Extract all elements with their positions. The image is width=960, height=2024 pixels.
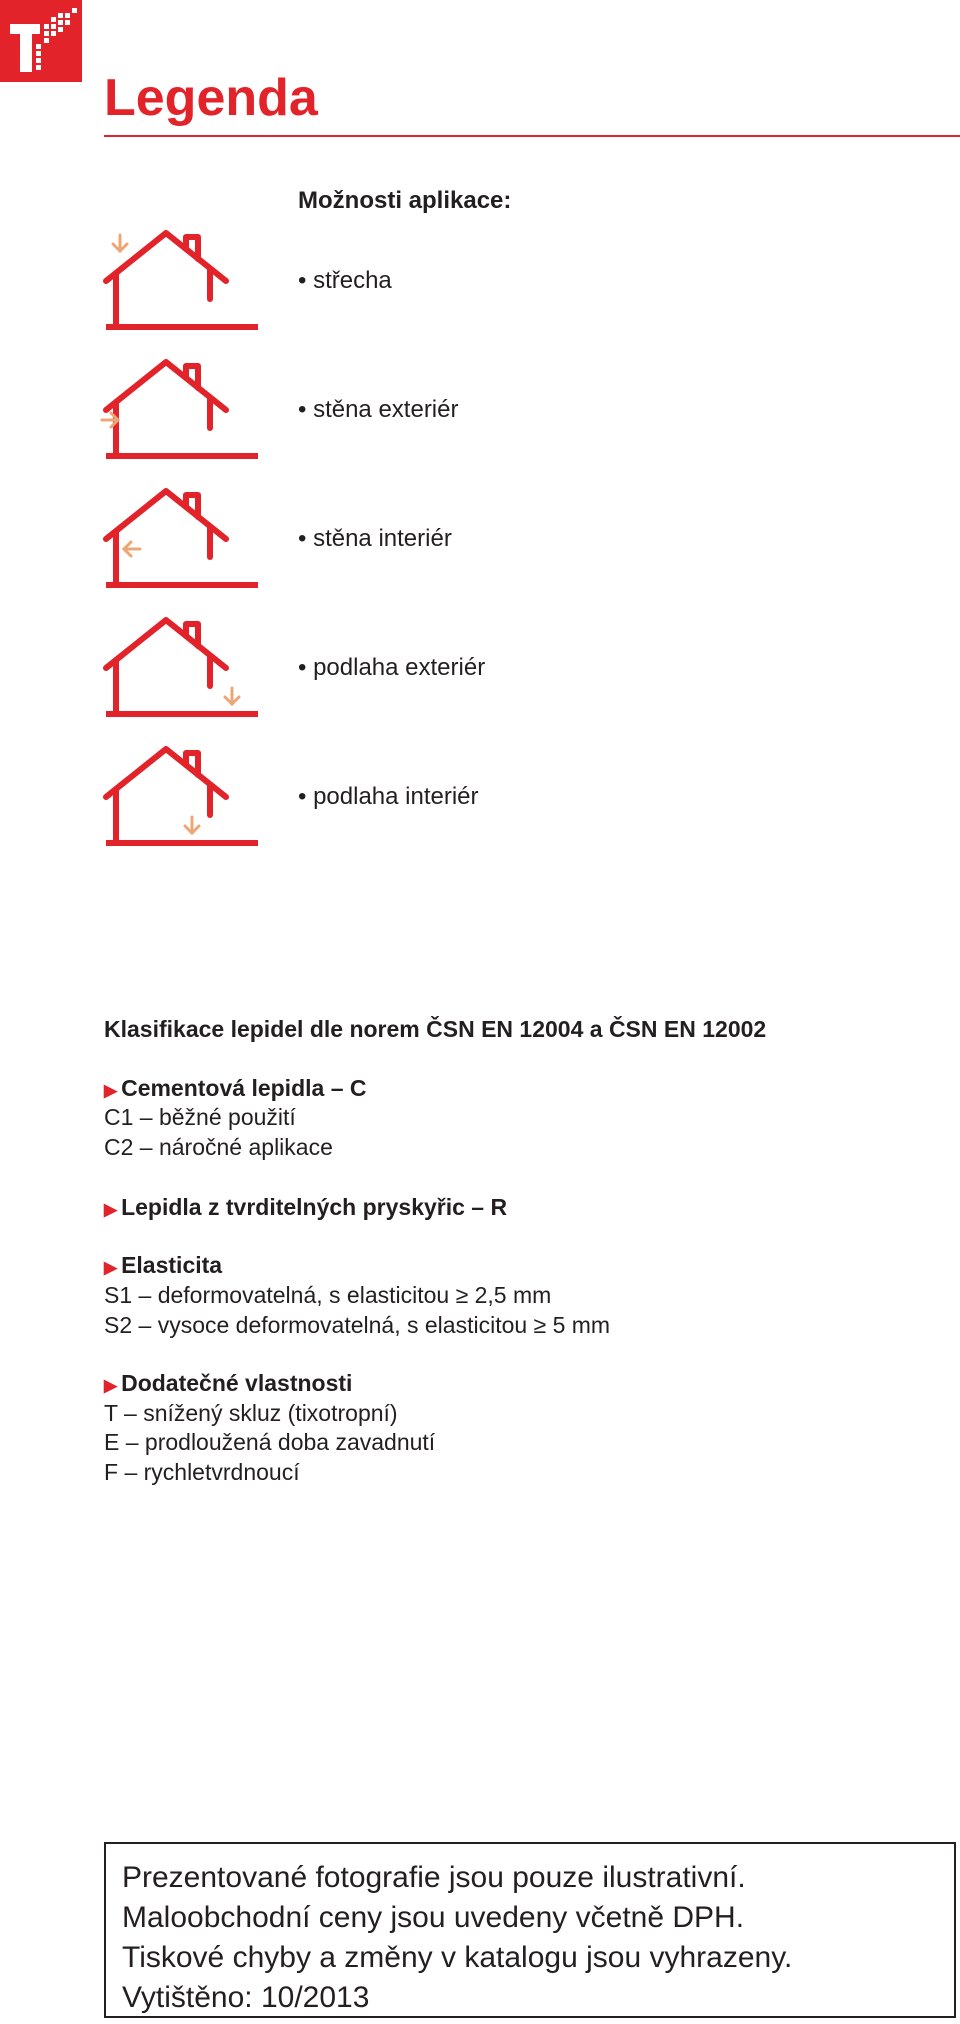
applications-heading: Možnosti aplikace: xyxy=(298,187,512,214)
section-line: C1 – běžné použití xyxy=(104,1104,296,1130)
triangle-bullet-icon: ▶ xyxy=(104,1376,118,1395)
brand-logo xyxy=(0,0,82,82)
interior-floor-icon xyxy=(100,741,266,851)
application-exterior-wall: • stěna exteriér xyxy=(298,396,459,423)
triangle-bullet-icon: ▶ xyxy=(104,1200,118,1219)
triangle-bullet-icon: ▶ xyxy=(104,1258,118,1277)
application-interior-floor: • podlaha interiér xyxy=(298,783,479,810)
disclaimer-box xyxy=(104,1842,956,2018)
disclaimer-line: Tiskové chyby a změny v katalogu jsou vyhrazeny. xyxy=(122,1941,793,1974)
section-line: E – prodloužená doba zavadnutí xyxy=(104,1429,436,1455)
title-divider xyxy=(104,135,960,137)
section-elasticity-title: ▶ Elasticita xyxy=(104,1252,223,1278)
section-line: S2 – vysoce deformovatelná, s elasticitou ≥ 5 mm xyxy=(104,1312,611,1338)
disclaimer-line: Maloobchodní ceny jsou uvedeny včetně DPH. xyxy=(122,1901,745,1934)
application-interior-wall: • stěna interiér xyxy=(298,525,452,552)
section-line: T – snížený skluz (tixotropní) xyxy=(104,1400,398,1426)
section-line: S1 – deformovatelná, s elasticitou ≥ 2,5 mm xyxy=(104,1282,552,1308)
application-exterior-floor: • podlaha exteriér xyxy=(298,654,486,681)
classification-heading: Klasifikace lepidel dle norem ČSN EN 12004 a ČSN EN 12002 xyxy=(104,1016,767,1042)
section-cement-title: ▶ Cementová lepidla – C xyxy=(104,1075,367,1101)
triangle-bullet-icon: ▶ xyxy=(104,1081,118,1100)
section-additional-title: ▶ Dodatečné vlastnosti xyxy=(104,1370,353,1396)
exterior-wall-icon xyxy=(100,354,266,464)
disclaimer-line: Prezentované fotografie jsou pouze ilustrativní. xyxy=(122,1861,746,1894)
print-date: Vytištěno: 10/2013 xyxy=(122,1981,370,2014)
roof-icon xyxy=(100,225,266,335)
application-roof: • střecha xyxy=(298,267,392,294)
page-title: Legenda xyxy=(104,69,318,127)
section-line: F – rychletvrdnoucí xyxy=(104,1459,300,1485)
section-line: C2 – náročné aplikace xyxy=(104,1134,333,1160)
interior-wall-icon xyxy=(100,483,266,593)
section-resin-title: ▶ Lepidla z tvrditelných pryskyřic – R xyxy=(104,1194,508,1220)
exterior-floor-icon xyxy=(100,612,266,722)
